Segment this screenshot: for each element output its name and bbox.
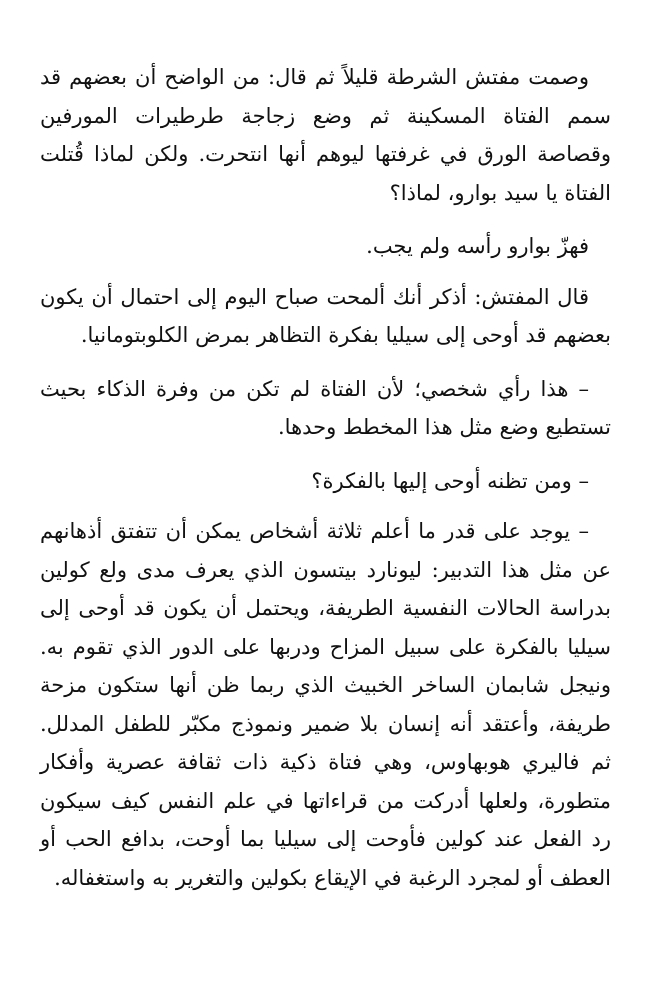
paragraph-inspector-speech: وصمت مفتش الشرطة قليلاً ثم قال: من الواضح أن بعضهم قد سمم الفتاة المسكينة ثم وضع زجاجة طرطيرات المورفين وقصاصة الورق في غرفتها ليوهم أنها انتحرت. ولكن لماذا قُتلت الفتاة يا سيد بوارو، لماذا؟	[40, 65, 611, 205]
paragraph-inspector-kleptomania: قال المفتش: أذكر أنك ألمحت صباح اليوم إلى احتمال أن يكون بعضهم قد أوحى إلى سيليا بفكرة التظاهر بمرض الكلوبتومانيا.	[40, 284, 611, 347]
paragraph-personal-opinion: – هذا رأي شخصي؛ لأن الفتاة لم تكن من وفرة الذكاء بحيث تستطيع وضع مثل هذا المخطط وحدها.	[40, 376, 611, 439]
paragraph-who-suggested: – ومن تظنه أوحى إليها بالفكرة؟	[311, 468, 589, 493]
paragraph-three-suspects: – يوجد على قدر ما أعلم ثلاثة أشخاص يمكن أن تتفتق أذهانهم عن مثل هذا التدبير: ليونارد بيتسون الذي يعرف مدى ولع كولين بدراسة الحالات النفسية الطريفة، ويحتمل أن يكون قد أوحى إلى سيليا بالفكرة على سبيل المزاح ودربها على الدور الذي تقوم به. ونيجل شابمان الساخر الخبيث الذي ربما ظن أنها ستكون مزحة طريفة، وأعتقد أنه إنسان بلا ضمير ونموذج مكبّر للطفل المدلل. ثم فاليري هوبهاوس، وهي فتاة ذكية ذات ثقافة عصرية وأفكار متطورة، ولعلها أدركت من قراءاتها في علم النفس كيف سيكون رد الفعل عند كولين فأوحت إلى سيليا بما أوحت، بدافع الحب أو العطف أو لمجرد الرغبة في الإيقاع بكولين والتغرير به واستغفاله.	[40, 519, 611, 890]
paragraph-poirot-shakes-head: فهزّ بوارو رأسه ولم يجب.	[366, 234, 589, 258]
